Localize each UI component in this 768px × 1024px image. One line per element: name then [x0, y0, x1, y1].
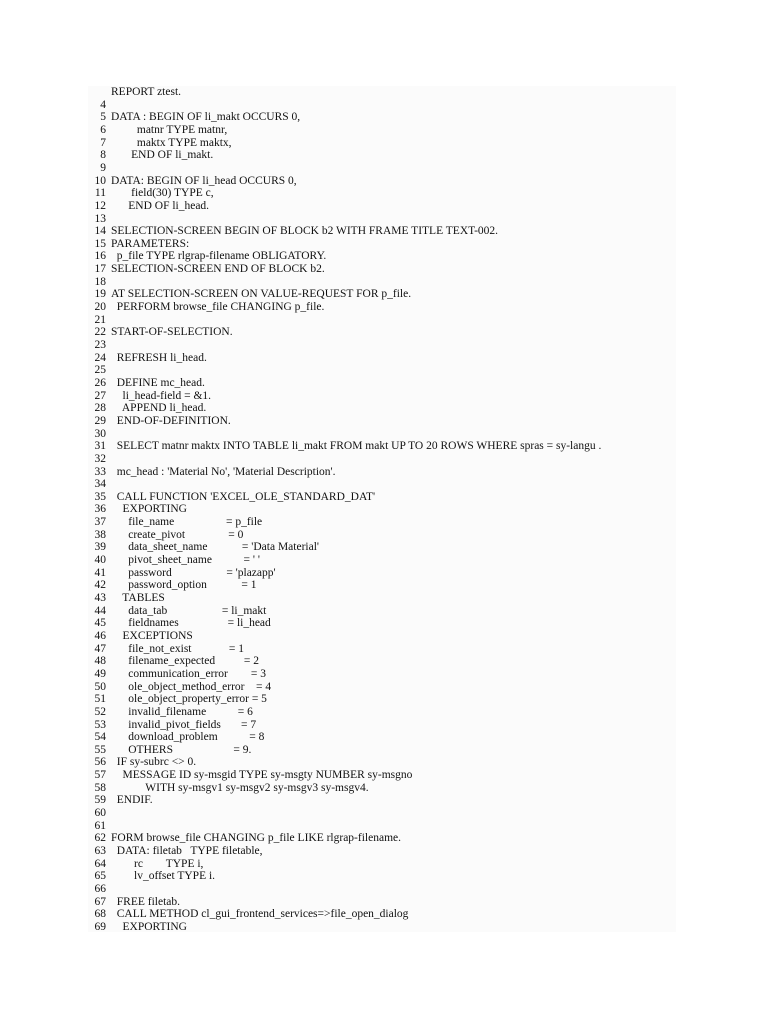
line-number: 66 [94, 882, 106, 895]
line-number: 37 [94, 516, 106, 529]
line-number: 32 [94, 452, 106, 465]
line-number: 50 [94, 680, 106, 693]
line-number: 58 [94, 781, 106, 794]
line-number: 54 [94, 731, 106, 744]
line-number: 43 [94, 592, 106, 604]
code-text: mc_head : 'Material No', 'Material Description'. [111, 465, 336, 478]
code-listing [88, 86, 676, 932]
code-text: file_not_exist = 1 [111, 642, 244, 655]
code-text: CALL METHOD cl_gui_frontend_services=>file_open_dialog [111, 908, 409, 921]
line-number: 48 [94, 655, 106, 668]
line-number: 33 [94, 465, 106, 478]
line-number: 16 [94, 250, 106, 263]
code-text: maktx TYPE maktx, [111, 136, 232, 149]
line-number: 30 [94, 427, 106, 440]
line-number: 56 [94, 756, 106, 769]
line-number: 35 [94, 490, 106, 503]
line-number: 38 [94, 528, 106, 541]
line-number: 36 [94, 503, 106, 516]
code-text: download_problem = 8 [111, 731, 265, 744]
code-text: END-OF-DEFINITION. [111, 414, 231, 427]
line-number: 62 [94, 832, 106, 845]
code-text: ENDIF. [111, 794, 153, 807]
line-number: 63 [94, 845, 106, 857]
code-text: DATA : BEGIN OF li_makt OCCURS 0, [111, 111, 301, 124]
line-number: 53 [94, 718, 106, 731]
code-text: p_file TYPE rlgrap-filename OBLIGATORY. [111, 250, 327, 263]
line-number: 26 [94, 376, 106, 389]
code-text: filename_expected = 2 [111, 655, 259, 668]
code-text: REFRESH li_head. [111, 351, 207, 364]
line-number: 20 [94, 301, 106, 314]
line-number: 8 [100, 149, 106, 162]
line-number: 27 [94, 389, 106, 402]
line-number: 61 [94, 819, 106, 832]
code-text: END OF li_head. [111, 199, 210, 212]
code-text: MESSAGE ID sy-msgid TYPE sy-msgty NUMBER sy-msgno [111, 769, 413, 782]
line-number: 42 [94, 579, 106, 592]
code-text: DATA: filetab TYPE filetable, [111, 845, 263, 857]
line-number: 10 [94, 174, 106, 187]
line-number: 21 [94, 313, 106, 326]
line-number: 18 [94, 275, 106, 288]
code-text: matnr TYPE matnr, [111, 123, 228, 136]
line-number: 55 [94, 743, 106, 756]
line-number: 60 [94, 807, 106, 820]
code-text: communication_error = 3 [111, 667, 266, 680]
code-text: TABLES [111, 592, 165, 604]
line-number: 41 [94, 566, 106, 579]
code-text: CALL FUNCTION 'EXCEL_OLE_STANDARD_DAT' [111, 490, 376, 503]
code-text: SELECT matnr maktx INTO TABLE li_makt FROM makt UP TO 20 ROWS WHERE spras = sy-langu . [111, 440, 602, 453]
line-number: 7 [100, 136, 106, 149]
line-number: 57 [94, 769, 106, 782]
code-text: IF sy-subrc <> 0. [111, 756, 197, 769]
code-text: AT SELECTION-SCREEN ON VALUE-REQUEST FOR p_file. [111, 288, 412, 301]
line-number: 64 [94, 857, 106, 870]
line-number: 59 [94, 794, 106, 807]
code-text: password = 'plazapp' [111, 566, 276, 579]
code-text: invalid_pivot_fields = 7 [111, 718, 257, 731]
code-text: fieldnames = li_head [111, 617, 271, 630]
code-text: END OF li_makt. [111, 149, 214, 162]
line-number: 49 [94, 667, 106, 680]
line-number: 34 [94, 478, 106, 491]
code-text: file_name = p_file [111, 516, 263, 529]
code-text: password_option = 1 [111, 579, 257, 592]
code-text: REPORT ztest. [111, 86, 182, 98]
code-text: START-OF-SELECTION. [111, 326, 233, 339]
code-text: lv_offset TYPE i. [111, 870, 216, 883]
line-number: 52 [94, 705, 106, 718]
line-number: 25 [94, 364, 106, 377]
code-text: PARAMETERS: [111, 237, 190, 250]
code-text: EXPORTING [111, 503, 187, 516]
line-number: 17 [94, 263, 106, 276]
line-number: 5 [100, 111, 106, 124]
code-text: create_pivot = 0 [111, 528, 244, 541]
code-text: PERFORM browse_file CHANGING p_file. [111, 301, 325, 314]
line-number: 13 [94, 212, 106, 225]
line-number: 15 [94, 237, 106, 250]
line-number: 9 [100, 161, 106, 174]
line-number: 44 [94, 604, 106, 617]
line-number: 22 [94, 326, 106, 339]
code-text: FREE filetab. [111, 895, 180, 908]
code-text: APPEND li_head. [111, 402, 207, 415]
line-number: 46 [94, 629, 106, 642]
line-number: 40 [94, 554, 106, 567]
code-text: field(30) TYPE c, [111, 187, 214, 200]
line-number: 69 [94, 920, 106, 933]
line-number: 4 [100, 98, 106, 111]
code-text: invalid_filename = 6 [111, 705, 253, 718]
line-number: 31 [94, 440, 106, 453]
code-text: WITH sy-msgv1 sy-msgv2 sy-msgv3 sy-msgv4. [111, 781, 369, 794]
line-number: 6 [100, 123, 106, 136]
line-number: 14 [94, 225, 106, 238]
line-number: 39 [94, 541, 106, 554]
line-number: 24 [94, 351, 106, 364]
line-number: 67 [94, 895, 106, 908]
line-number: 51 [94, 693, 106, 706]
code-text: data_sheet_name = 'Data Material' [111, 541, 319, 554]
code-text: ole_object_property_error = 5 [111, 693, 267, 706]
line-number: 29 [94, 414, 106, 427]
line-number: 65 [94, 870, 106, 883]
code-text: EXCEPTIONS [111, 629, 193, 642]
code-text: DEFINE mc_head. [111, 376, 205, 389]
code-text: DATA: BEGIN OF li_head OCCURS 0, [111, 174, 297, 187]
line-number: 45 [94, 617, 106, 630]
line-number: 68 [94, 908, 106, 921]
code-text: SELECTION-SCREEN BEGIN OF BLOCK b2 WITH FRAME TITLE TEXT-002. [111, 225, 499, 238]
line-number: 28 [94, 402, 106, 415]
code-text: OTHERS = 9. [111, 743, 252, 756]
code-text: FORM browse_file CHANGING p_file LIKE rlgrap-filename. [111, 832, 401, 845]
line-number: 12 [94, 199, 106, 212]
line-number: 23 [94, 339, 106, 351]
code-text: data_tab = li_makt [111, 604, 267, 617]
line-number: 47 [94, 642, 106, 655]
code-text: rc TYPE i, [111, 857, 204, 870]
code-text: li_head-field = &1. [111, 389, 212, 402]
line-number: 11 [94, 187, 106, 200]
code-text: EXPORTING [111, 920, 187, 933]
code-text: ole_object_method_error = 4 [111, 680, 272, 693]
code-text: pivot_sheet_name = ' ' [111, 554, 260, 567]
code-text: SELECTION-SCREEN END OF BLOCK b2. [111, 263, 325, 276]
line-number: 19 [94, 288, 106, 301]
